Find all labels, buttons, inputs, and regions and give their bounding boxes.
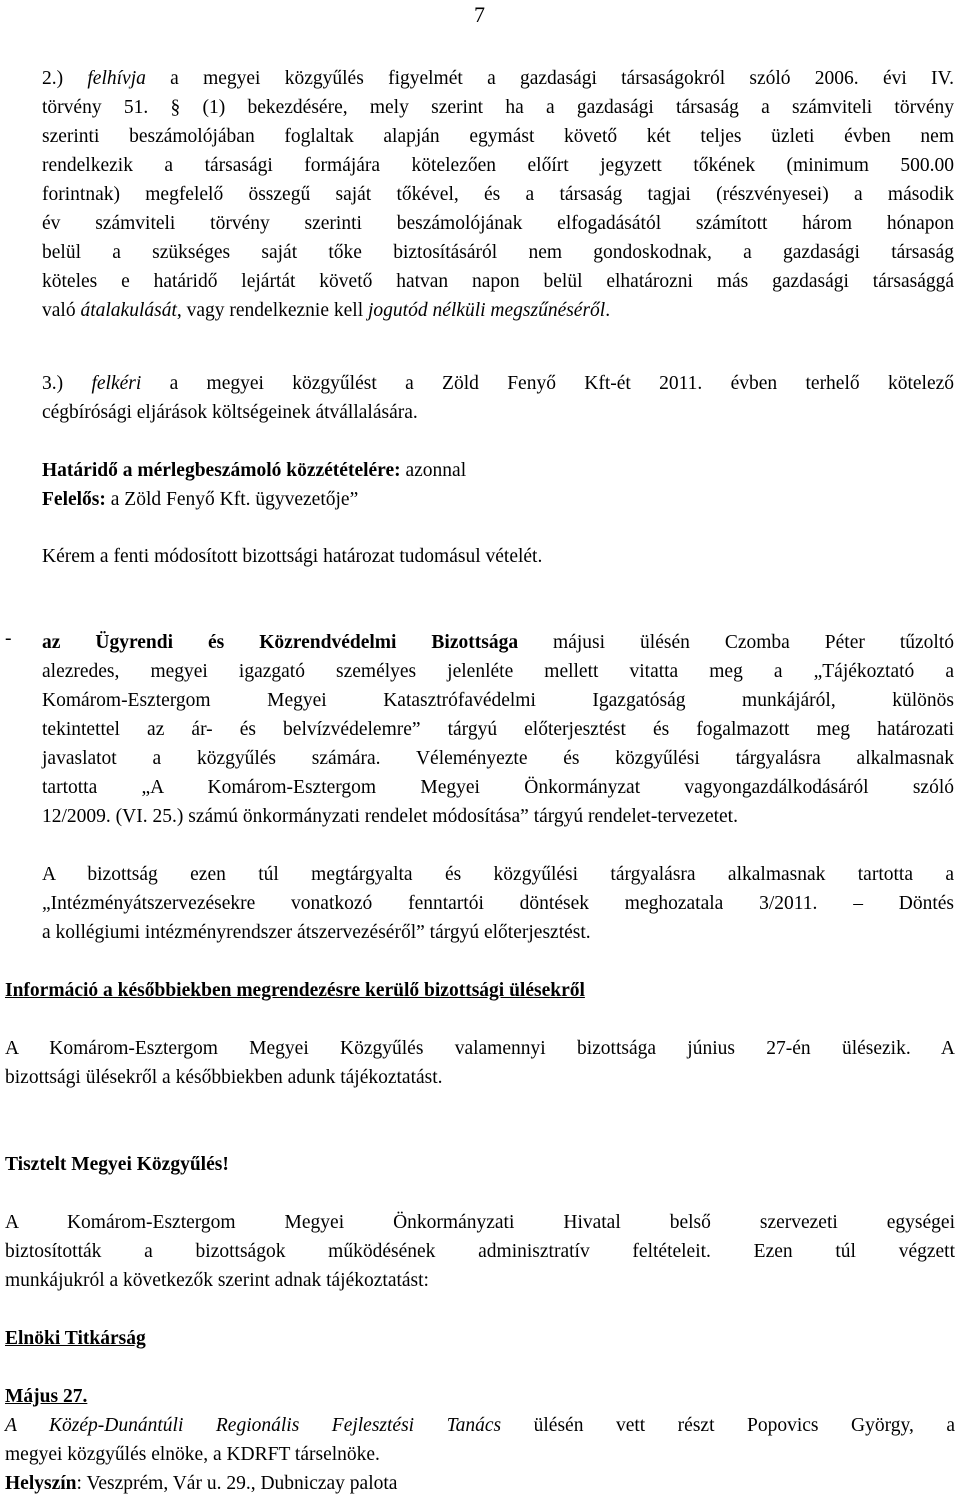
text-line: A Komárom-Esztergom Megyei Önkormányzati Hivatal belső szervezeti egységei xyxy=(5,1212,955,1233)
item-2-paragraph xyxy=(42,64,954,325)
location-value: : Veszprém, Vár u. 29., Dubniczay palota xyxy=(76,1473,398,1494)
text-line: a kollégiumi intézményrendszer átszervezéséről” tárgyú előterjesztést. xyxy=(42,922,591,943)
text-line: rendelkezik a társasági formájára kötelezően előírt jegyzett tőkének (minimum 500.00 xyxy=(42,155,954,176)
text-line: A Közép-Dunántúli Regionális Fejlesztési Tanács ülésén vett részt Popovics György, a xyxy=(5,1415,955,1436)
bullet-dash: - xyxy=(5,628,12,649)
date-heading: Május 27. xyxy=(5,1386,88,1407)
text-line: 3.) felkéri a megyei közgyűlést a Zöld Fenyő Kft-ét 2011. évben terhelő kötelező xyxy=(42,373,955,394)
text-line: A bizottság ezen túl megtárgyalta és közgyűlési tárgyalásra alkalmasnak tartotta a xyxy=(42,864,954,885)
deadline-value: azonnal xyxy=(400,460,467,481)
location-label: Helyszín xyxy=(5,1473,77,1494)
text-line: belül a szükséges saját tőke biztosításáról nem gondoskodnak, a gazdasági társaság xyxy=(42,242,954,263)
info-heading: Információ a későbbiekben megrendezésre kerülő bizottsági ülésekről xyxy=(5,980,585,1001)
text-line: javaslatot a közgyűlés számára. Véleményezte és közgyűlési tárgyalásra alkalmasnak xyxy=(42,748,954,769)
committee-paragraph-2 xyxy=(42,860,954,947)
responsible-value: a Zöld Fenyő Kft. ügyvezetője” xyxy=(105,489,359,510)
text-line: az Ügyrendi és Közrendvédelmi Bizottsága májusi ülésén Czomba Péter tűzoltó xyxy=(42,632,954,653)
office-paragraph xyxy=(5,1208,955,1295)
responsible-line xyxy=(42,485,954,514)
text-line: biztosították a bizottságok működésének adminisztratív feltételeit. Ezen túl végzett xyxy=(5,1241,955,1262)
text-line: köteles e határidő lejártát követő hatvan napon belül elhatározni más gazdasági társasággá xyxy=(42,271,954,292)
text-line: 2.) felhívja a megyei közgyűlés figyelmét a gazdasági társaságokról szóló 2006. évi IV. xyxy=(42,68,954,89)
item-3-paragraph xyxy=(42,369,954,427)
text-line: való átalakulását, vagy rendelkeznie kell jogutód nélküli megszűnéséről. xyxy=(42,300,611,321)
deadline-line xyxy=(42,456,954,485)
text-line: tekintettel az ár- és belvízvédelemre” tárgyú előterjesztést és fogalmazott meg határozati xyxy=(42,719,954,740)
info-paragraph xyxy=(5,1034,955,1092)
location-line xyxy=(5,1469,955,1498)
text-line: év számviteli törvény szerinti beszámolójának elfogadásától számított három hónapon xyxy=(42,213,954,234)
text-line: alezredes, megyei igazgató személyes jelenléte mellett vitatta meg a „Tájékoztató a xyxy=(42,661,954,682)
committee-paragraph xyxy=(42,628,954,831)
event-paragraph xyxy=(5,1411,955,1469)
text-line: munkájukról a következők szerint adnak tájékoztatást: xyxy=(5,1270,429,1291)
text-line: A Komárom-Esztergom Megyei Közgyűlés valamennyi bizottsága június 27-én ülésezik. A xyxy=(5,1038,955,1059)
text-line: Komárom-Esztergom Megyei Katasztrófavédelmi Igazgatóság munkájáról, különös xyxy=(42,690,954,711)
text-line: tartotta „A Komárom-Esztergom Megyei Önkormányzat vagyongazdálkodásáról szóló xyxy=(42,777,954,798)
deadline-label: Határidő a mérlegbeszámoló közzétételére: xyxy=(42,460,401,481)
page-number: 7 xyxy=(474,2,485,27)
text-line: bizottsági ülésekről a későbbiekben adunk tájékoztatást. xyxy=(5,1067,443,1088)
text-line: 12/2009. (VI. 25.) számú önkormányzati rendelet módosítása” tárgyú rendelet-tervezetet. xyxy=(42,806,738,827)
text-line: cégbírósági eljárások költségeinek átvállalására. xyxy=(42,402,418,423)
text-line: megyei közgyűlés elnöke, a KDRFT társelnöke. xyxy=(5,1444,380,1465)
text-line: szerinti beszámolójában foglaltak alapján egymást követő két teljes üzleti évben nem xyxy=(42,126,954,147)
text-line: törvény 51. § (1) bekezdésére, mely szerint ha a gazdasági társaság a számviteli törvény xyxy=(42,97,954,118)
text-line: „Intézményátszervezésekre vonatkozó fenntartói döntések meghozatala 3/2011. – Döntés xyxy=(42,893,954,914)
responsible-label: Felelős: xyxy=(42,489,106,510)
request-line: Kérem a fenti módosított bizottsági határozat tudomásul vételét. xyxy=(42,546,543,567)
section-heading: Elnöki Titkárság xyxy=(5,1328,146,1349)
text-line: forintnak) megfelelő összegű saját tőkével, és a társaság tagjai (részvényesei) a második xyxy=(42,184,954,205)
salutation: Tisztelt Megyei Közgyűlés! xyxy=(5,1154,229,1175)
